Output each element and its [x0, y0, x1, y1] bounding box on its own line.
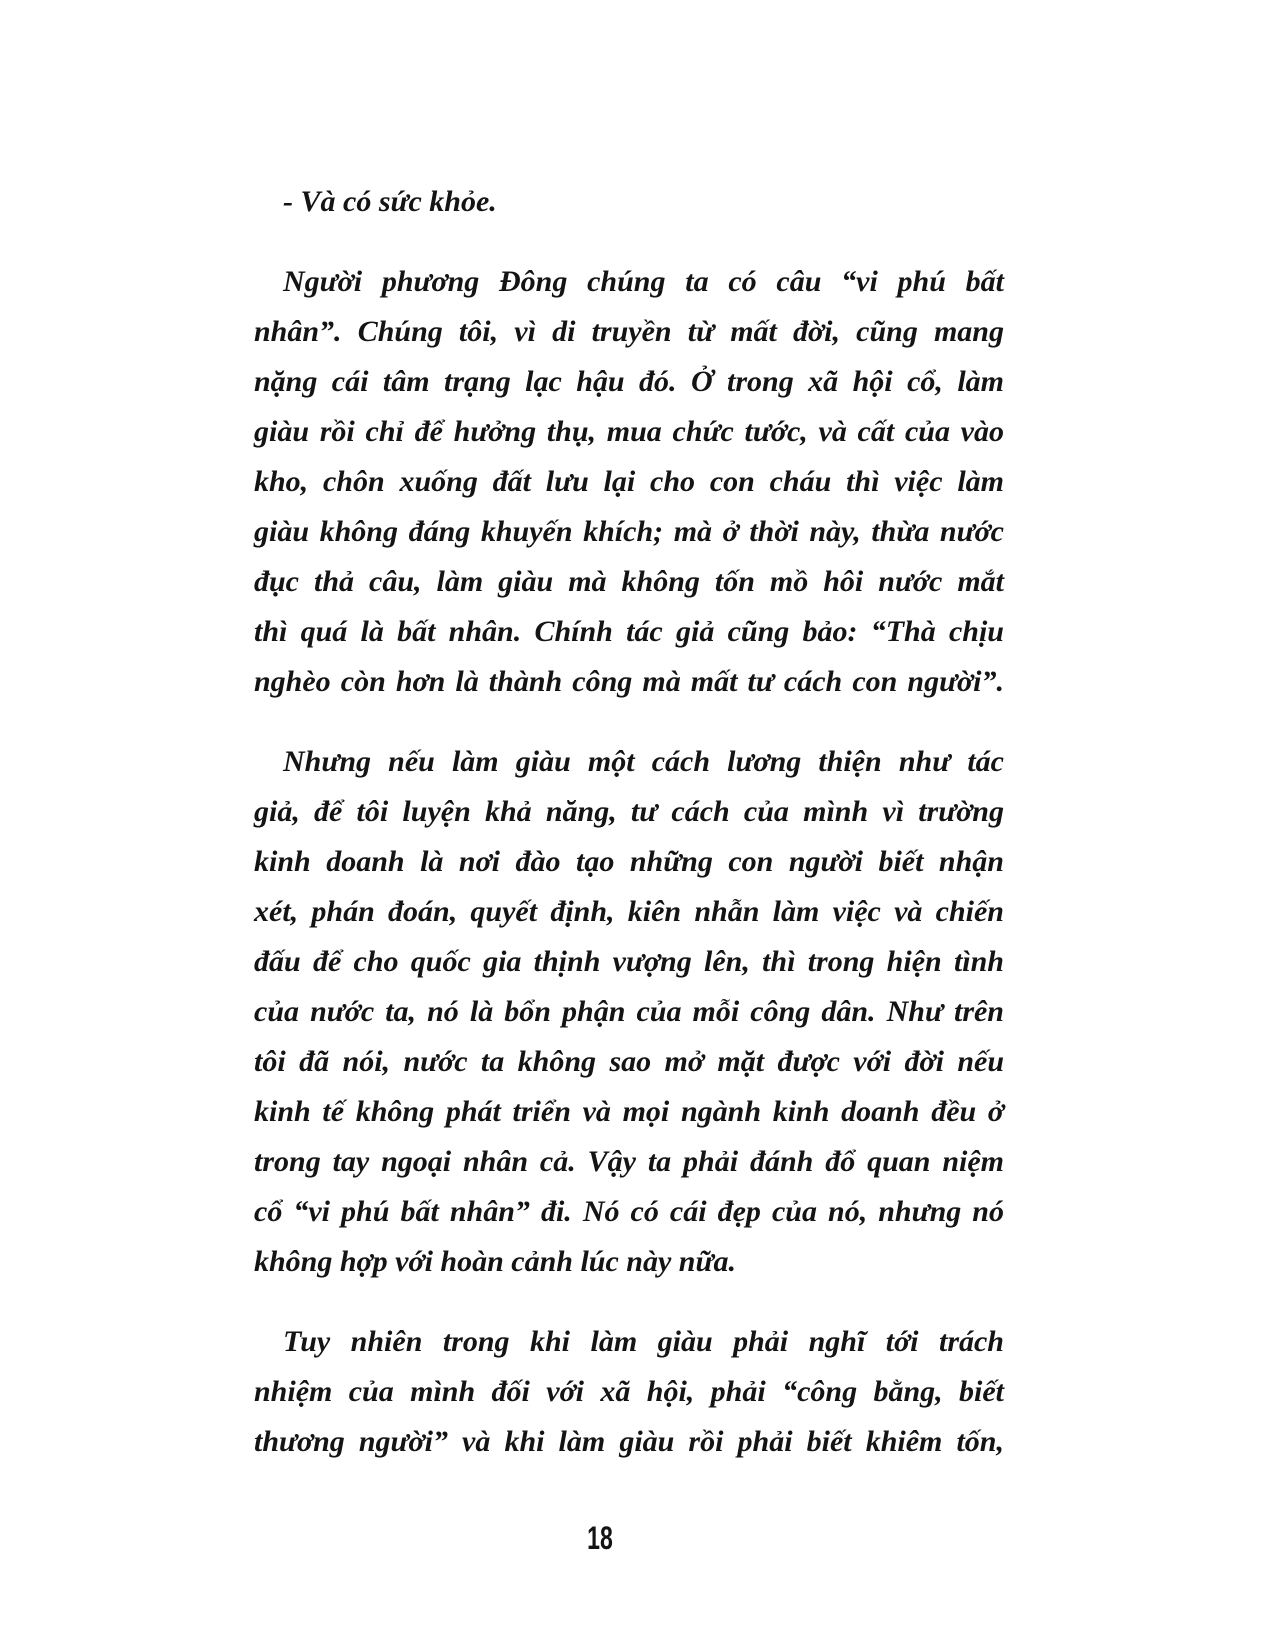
text-line: kinh tế không phát triển và mọi ngành kinh doanh đều ở [254, 1095, 1004, 1128]
text-line: nhân”. Chúng tôi, vì di truyền từ mất đời, cũng mang [254, 315, 1004, 348]
paragraph [254, 737, 1004, 1287]
text-line: cổ “vi phú bất nhân” đi. Nó có cái đẹp của nó, nhưng nó [254, 1195, 1004, 1228]
text-line: giả, để tôi luyện khả năng, tư cách của mình vì trường [254, 795, 1004, 828]
text-line: - Và có sức khỏe. [283, 185, 497, 218]
paragraph [254, 177, 1004, 227]
page-number: 18 [587, 1520, 613, 1556]
text-line: giàu rồi chỉ để hưởng thụ, mua chức tước, và cất của vào [254, 415, 1004, 448]
text-line: kho, chôn xuống đất lưu lại cho con cháu thì việc làm [254, 465, 1004, 498]
text-line: trong tay ngoại nhân cả. Vậy ta phải đánh đổ quan niệm [254, 1145, 1004, 1178]
text-line: Người phương Đông chúng ta có câu “vi phú bất [283, 265, 1004, 298]
text-line: giàu không đáng khuyến khích; mà ở thời này, thừa nước [254, 515, 1004, 548]
text-line: tôi đã nói, nước ta không sao mở mặt được với đời nếu [254, 1045, 1004, 1078]
text-line: nặng cái tâm trạng lạc hậu đó. Ở trong xã hội cổ, làm [254, 365, 1004, 398]
text-line: Nhưng nếu làm giàu một cách lương thiện như tác [283, 745, 1004, 778]
text-line: đấu để cho quốc gia thịnh vượng lên, thì trong hiện tình [254, 945, 1004, 978]
text-line: thì quá là bất nhân. Chính tác giả cũng bảo: “Thà chịu [254, 615, 1004, 648]
text-line: nhiệm của mình đối với xã hội, phải “công bằng, biết [254, 1375, 1004, 1408]
text-line: của nước ta, nó là bổn phận của mỗi công dân. Như trên [254, 995, 1004, 1028]
paragraph [254, 1317, 1004, 1467]
text-line: Tuy nhiên trong khi làm giàu phải nghĩ tới trách [283, 1325, 1004, 1358]
text-line: kinh doanh là nơi đào tạo những con người biết nhận [254, 845, 1004, 878]
text-line: thương người” và khi làm giàu rồi phải biết khiêm tốn, [254, 1425, 1004, 1458]
text-line: không hợp với hoàn cảnh lúc này nữa. [254, 1245, 736, 1278]
text-line: đục thả câu, làm giàu mà không tốn mồ hôi nước mắt [254, 565, 1004, 598]
paragraph [254, 257, 1004, 707]
text-line: xét, phán đoán, quyết định, kiên nhẫn làm việc và chiến [254, 895, 1004, 928]
text-line: nghèo còn hơn là thành công mà mất tư cách con người”. [254, 665, 1004, 698]
text-block [254, 177, 1004, 1497]
